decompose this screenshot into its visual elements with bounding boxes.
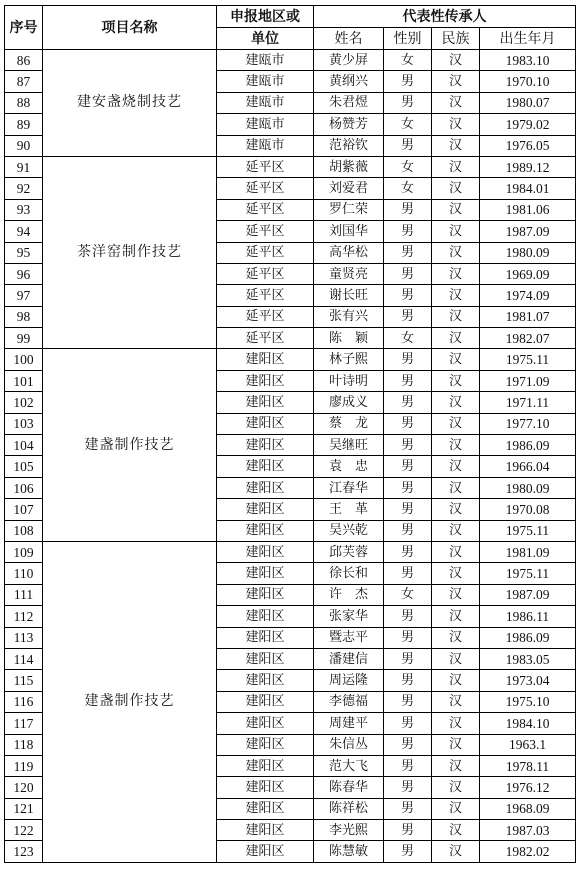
region: 建阳区 [217, 606, 314, 627]
header-region-line1: 申报地区或 [217, 6, 314, 28]
birth-date: 1983.10 [480, 50, 576, 71]
inheritor-name: 邱芙蓉 [314, 541, 384, 562]
birth-date: 1980.09 [480, 477, 576, 498]
ethnicity: 汉 [432, 541, 480, 562]
birth-date: 1976.12 [480, 777, 576, 798]
row-no: 95 [5, 242, 43, 263]
ethnicity: 汉 [432, 648, 480, 669]
ethnicity: 汉 [432, 713, 480, 734]
row-no: 117 [5, 713, 43, 734]
inheritor-name: 李德福 [314, 691, 384, 712]
row-no: 114 [5, 648, 43, 669]
inheritor-name: 杨赞芳 [314, 114, 384, 135]
gender: 男 [384, 477, 432, 498]
ethnicity: 汉 [432, 670, 480, 691]
header-inheritor: 代表性传承人 [314, 6, 576, 28]
inheritor-name: 周建平 [314, 713, 384, 734]
ethnicity: 汉 [432, 392, 480, 413]
ethnicity: 汉 [432, 584, 480, 605]
gender: 男 [384, 242, 432, 263]
table-body [5, 50, 576, 863]
inheritor-name: 袁 忠 [314, 456, 384, 477]
inheritor-name: 朱君煜 [314, 92, 384, 113]
region: 建阳区 [217, 627, 314, 648]
inheritor-name: 刘爱君 [314, 178, 384, 199]
inheritor-name: 胡紫薇 [314, 156, 384, 177]
gender: 女 [384, 178, 432, 199]
gender: 男 [384, 627, 432, 648]
ethnicity: 汉 [432, 114, 480, 135]
region: 延平区 [217, 199, 314, 220]
gender: 男 [384, 777, 432, 798]
row-no: 96 [5, 263, 43, 284]
region: 建阳区 [217, 734, 314, 755]
ethnicity: 汉 [432, 306, 480, 327]
birth-date: 1976.05 [480, 135, 576, 156]
inheritor-name: 吴兴乾 [314, 520, 384, 541]
inheritor-name: 刘国华 [314, 221, 384, 242]
region: 建阳区 [217, 691, 314, 712]
row-no: 86 [5, 50, 43, 71]
gender: 男 [384, 263, 432, 284]
region: 建阳区 [217, 456, 314, 477]
row-no: 104 [5, 435, 43, 456]
row-no: 88 [5, 92, 43, 113]
gender: 女 [384, 328, 432, 349]
row-no: 107 [5, 499, 43, 520]
ethnicity: 汉 [432, 477, 480, 498]
inheritor-name: 陈 颖 [314, 328, 384, 349]
inheritor-name: 许 杰 [314, 584, 384, 605]
birth-date: 1971.09 [480, 370, 576, 391]
gender: 男 [384, 349, 432, 370]
ethnicity: 汉 [432, 328, 480, 349]
inheritor-name: 陈慧敏 [314, 841, 384, 862]
ethnicity: 汉 [432, 606, 480, 627]
gender: 男 [384, 520, 432, 541]
row-no: 123 [5, 841, 43, 862]
birth-date: 1970.10 [480, 71, 576, 92]
birth-date: 1984.10 [480, 713, 576, 734]
region: 建阳区 [217, 798, 314, 819]
ethnicity: 汉 [432, 156, 480, 177]
row-no: 89 [5, 114, 43, 135]
row-no: 99 [5, 328, 43, 349]
birth-date: 1986.09 [480, 627, 576, 648]
row-no: 108 [5, 520, 43, 541]
inheritor-name: 李光熙 [314, 820, 384, 841]
inheritor-name: 陈祥松 [314, 798, 384, 819]
ethnicity: 汉 [432, 349, 480, 370]
region: 建阳区 [217, 563, 314, 584]
gender: 男 [384, 713, 432, 734]
birth-date: 1981.09 [480, 541, 576, 562]
row-no: 109 [5, 541, 43, 562]
birth-date: 1980.09 [480, 242, 576, 263]
region: 建阳区 [217, 520, 314, 541]
ethnicity: 汉 [432, 627, 480, 648]
gender: 女 [384, 50, 432, 71]
ethnicity: 汉 [432, 242, 480, 263]
gender: 女 [384, 114, 432, 135]
inheritor-name: 吴继旺 [314, 435, 384, 456]
inheritor-name: 高华松 [314, 242, 384, 263]
inheritor-name: 蔡 龙 [314, 413, 384, 434]
gender: 男 [384, 71, 432, 92]
gender: 男 [384, 413, 432, 434]
birth-date: 1973.04 [480, 670, 576, 691]
region: 建阳区 [217, 841, 314, 862]
inheritor-name: 周运隆 [314, 670, 384, 691]
inheritor-name: 暨志平 [314, 627, 384, 648]
project-name: 建盏制作技艺 [43, 349, 217, 542]
birth-date: 1975.11 [480, 349, 576, 370]
gender: 男 [384, 370, 432, 391]
inheritor-name: 陈春华 [314, 777, 384, 798]
birth-date: 1974.09 [480, 285, 576, 306]
gender: 男 [384, 285, 432, 306]
table-row [5, 156, 576, 177]
birth-date: 1970.08 [480, 499, 576, 520]
region: 建阳区 [217, 349, 314, 370]
inheritor-name: 林子熙 [314, 349, 384, 370]
row-no: 94 [5, 221, 43, 242]
row-no: 98 [5, 306, 43, 327]
ethnicity: 汉 [432, 777, 480, 798]
inheritor-name: 罗仁荣 [314, 199, 384, 220]
row-no: 101 [5, 370, 43, 391]
ethnicity: 汉 [432, 691, 480, 712]
ethnicity: 汉 [432, 734, 480, 755]
birth-date: 1989.12 [480, 156, 576, 177]
project-name: 茶洋窑制作技艺 [43, 156, 217, 349]
birth-date: 1981.07 [480, 306, 576, 327]
birth-date: 1980.07 [480, 92, 576, 113]
row-no: 110 [5, 563, 43, 584]
gender: 男 [384, 456, 432, 477]
gender: 男 [384, 798, 432, 819]
row-no: 118 [5, 734, 43, 755]
inheritor-name: 谢长旺 [314, 285, 384, 306]
birth-date: 1982.02 [480, 841, 576, 862]
gender: 男 [384, 755, 432, 776]
table-row [5, 541, 576, 562]
region: 建瓯市 [217, 71, 314, 92]
region: 建阳区 [217, 648, 314, 669]
region: 建瓯市 [217, 50, 314, 71]
header-project: 项目名称 [43, 6, 217, 50]
region: 延平区 [217, 285, 314, 306]
header-no: 序号 [5, 6, 43, 50]
region: 延平区 [217, 263, 314, 284]
ethnicity: 汉 [432, 178, 480, 199]
row-no: 97 [5, 285, 43, 306]
region: 建阳区 [217, 713, 314, 734]
header-ethnicity: 民族 [432, 28, 480, 50]
gender: 男 [384, 392, 432, 413]
row-no: 90 [5, 135, 43, 156]
birth-date: 1975.11 [480, 563, 576, 584]
gender: 男 [384, 92, 432, 113]
region: 建阳区 [217, 435, 314, 456]
inheritor-name: 叶诗明 [314, 370, 384, 391]
gender: 男 [384, 221, 432, 242]
inheritor-name: 黄少屏 [314, 50, 384, 71]
gender: 男 [384, 306, 432, 327]
birth-date: 1968.09 [480, 798, 576, 819]
header-gender: 性别 [384, 28, 432, 50]
inheritor-name: 朱信丛 [314, 734, 384, 755]
ethnicity: 汉 [432, 285, 480, 306]
row-no: 121 [5, 798, 43, 819]
gender: 男 [384, 135, 432, 156]
row-no: 119 [5, 755, 43, 776]
birth-date: 1969.09 [480, 263, 576, 284]
header-name: 姓名 [314, 28, 384, 50]
birth-date: 1971.11 [480, 392, 576, 413]
region: 建阳区 [217, 370, 314, 391]
row-no: 91 [5, 156, 43, 177]
gender: 女 [384, 584, 432, 605]
region: 建阳区 [217, 477, 314, 498]
gender: 男 [384, 499, 432, 520]
project-name: 建安盏烧制技艺 [43, 50, 217, 157]
table-header [5, 6, 576, 50]
birth-date: 1983.05 [480, 648, 576, 669]
inheritor-name: 范大飞 [314, 755, 384, 776]
birth-date: 1986.11 [480, 606, 576, 627]
inheritor-table [4, 5, 576, 863]
region: 延平区 [217, 328, 314, 349]
birth-date: 1977.10 [480, 413, 576, 434]
row-no: 112 [5, 606, 43, 627]
row-no: 115 [5, 670, 43, 691]
inheritor-name: 张有兴 [314, 306, 384, 327]
birth-date: 1984.01 [480, 178, 576, 199]
region: 延平区 [217, 242, 314, 263]
region: 建瓯市 [217, 92, 314, 113]
region: 建阳区 [217, 670, 314, 691]
birth-date: 1982.07 [480, 328, 576, 349]
ethnicity: 汉 [432, 456, 480, 477]
inheritor-name: 江春华 [314, 477, 384, 498]
inheritor-name: 徐长和 [314, 563, 384, 584]
ethnicity: 汉 [432, 413, 480, 434]
region: 延平区 [217, 221, 314, 242]
row-no: 103 [5, 413, 43, 434]
row-no: 111 [5, 584, 43, 605]
gender: 男 [384, 670, 432, 691]
region: 建阳区 [217, 777, 314, 798]
region: 建阳区 [217, 541, 314, 562]
ethnicity: 汉 [432, 435, 480, 456]
birth-date: 1975.10 [480, 691, 576, 712]
row-no: 100 [5, 349, 43, 370]
inheritor-name: 黄纲兴 [314, 71, 384, 92]
ethnicity: 汉 [432, 370, 480, 391]
region: 建阳区 [217, 499, 314, 520]
region: 建阳区 [217, 820, 314, 841]
gender: 男 [384, 691, 432, 712]
birth-date: 1987.09 [480, 584, 576, 605]
gender: 男 [384, 648, 432, 669]
ethnicity: 汉 [432, 92, 480, 113]
project-name: 建盏制作技艺 [43, 541, 217, 862]
gender: 男 [384, 435, 432, 456]
ethnicity: 汉 [432, 520, 480, 541]
row-no: 93 [5, 199, 43, 220]
birth-date: 1981.06 [480, 199, 576, 220]
row-no: 106 [5, 477, 43, 498]
birth-date: 1987.03 [480, 820, 576, 841]
row-no: 122 [5, 820, 43, 841]
inheritor-name: 童贤亮 [314, 263, 384, 284]
region: 建阳区 [217, 392, 314, 413]
row-no: 113 [5, 627, 43, 648]
inheritor-name: 张家华 [314, 606, 384, 627]
inheritor-name: 王 革 [314, 499, 384, 520]
birth-date: 1979.02 [480, 114, 576, 135]
ethnicity: 汉 [432, 199, 480, 220]
birth-date: 1963.1 [480, 734, 576, 755]
region: 延平区 [217, 156, 314, 177]
inheritor-name: 范裕钦 [314, 135, 384, 156]
row-no: 102 [5, 392, 43, 413]
birth-date: 1975.11 [480, 520, 576, 541]
ethnicity: 汉 [432, 135, 480, 156]
gender: 男 [384, 541, 432, 562]
ethnicity: 汉 [432, 221, 480, 242]
region: 建瓯市 [217, 114, 314, 135]
gender: 男 [384, 563, 432, 584]
ethnicity: 汉 [432, 841, 480, 862]
table-row [5, 50, 576, 71]
birth-date: 1966.04 [480, 456, 576, 477]
ethnicity: 汉 [432, 563, 480, 584]
ethnicity: 汉 [432, 755, 480, 776]
region: 建阳区 [217, 584, 314, 605]
row-no: 87 [5, 71, 43, 92]
header-birth: 出生年月 [480, 28, 576, 50]
ethnicity: 汉 [432, 71, 480, 92]
gender: 男 [384, 734, 432, 755]
inheritor-name: 廖成义 [314, 392, 384, 413]
row-no: 92 [5, 178, 43, 199]
region: 建瓯市 [217, 135, 314, 156]
region: 延平区 [217, 178, 314, 199]
row-no: 105 [5, 456, 43, 477]
ethnicity: 汉 [432, 499, 480, 520]
birth-date: 1986.09 [480, 435, 576, 456]
birth-date: 1987.09 [480, 221, 576, 242]
inheritor-name: 潘建信 [314, 648, 384, 669]
gender: 女 [384, 156, 432, 177]
row-no: 116 [5, 691, 43, 712]
gender: 男 [384, 841, 432, 862]
gender: 男 [384, 199, 432, 220]
ethnicity: 汉 [432, 50, 480, 71]
gender: 男 [384, 820, 432, 841]
table-row [5, 349, 576, 370]
gender: 男 [384, 606, 432, 627]
ethnicity: 汉 [432, 798, 480, 819]
birth-date: 1978.11 [480, 755, 576, 776]
region: 延平区 [217, 306, 314, 327]
ethnicity: 汉 [432, 263, 480, 284]
region: 建阳区 [217, 413, 314, 434]
header-region-line2: 单位 [217, 28, 314, 50]
ethnicity: 汉 [432, 820, 480, 841]
region: 建阳区 [217, 755, 314, 776]
row-no: 120 [5, 777, 43, 798]
